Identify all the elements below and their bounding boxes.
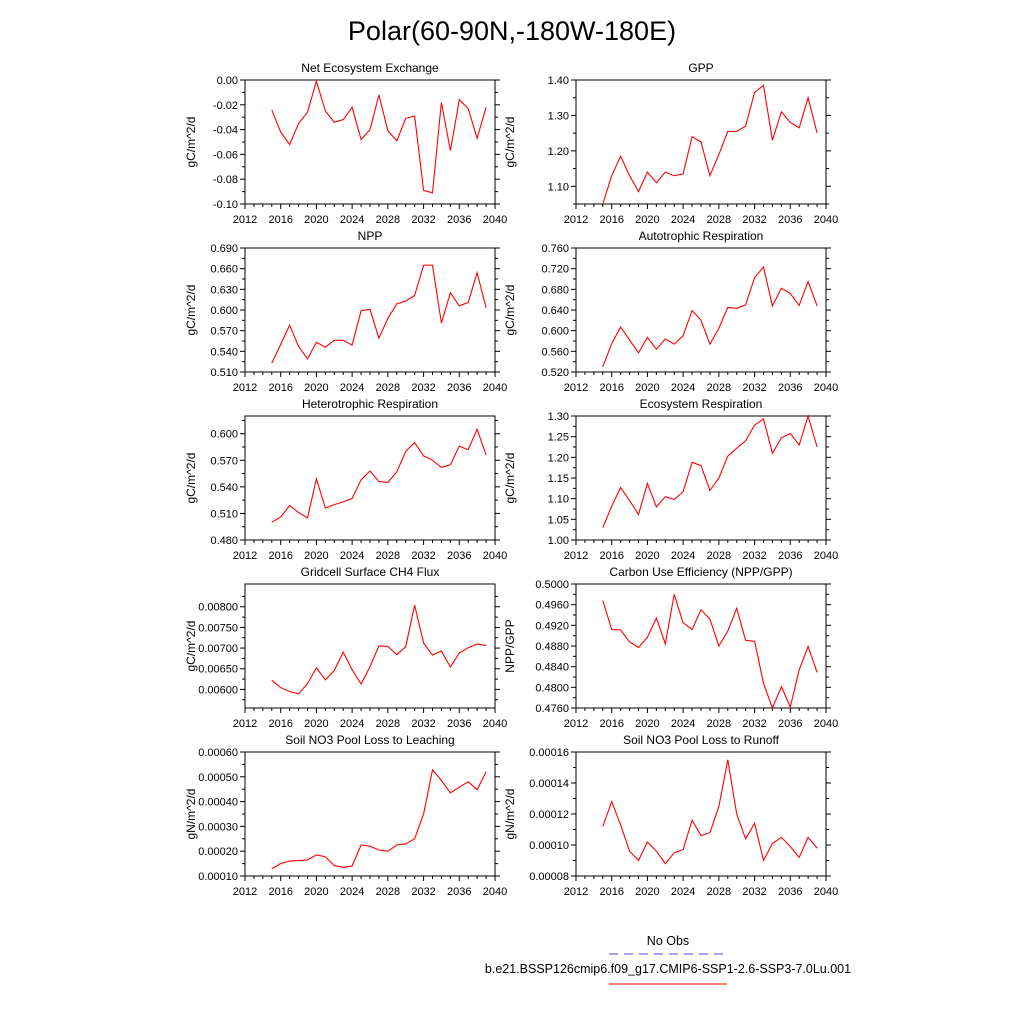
x-tick-label: 2040 — [813, 550, 839, 562]
y-axis-label: gC/m^2/d — [503, 116, 517, 168]
series-line — [272, 81, 486, 193]
y-tick-label: 0.570 — [210, 325, 238, 338]
x-tick-label: 2032 — [742, 886, 767, 898]
x-tick-label: 2024 — [339, 214, 365, 226]
x-tick-label: 2024 — [670, 214, 696, 226]
x-tick-label: 2036 — [447, 550, 472, 562]
x-tick-label: 2012 — [232, 382, 258, 394]
plot-frame — [576, 752, 826, 876]
x-tick-label: 2036 — [447, 214, 472, 226]
y-tick-label: 0.4760 — [535, 703, 569, 715]
x-tick-label: 2036 — [778, 214, 803, 226]
panel-title: Ecosystem Respiration — [639, 397, 763, 411]
x-tick-label: 2036 — [447, 886, 472, 898]
x-tick-label: 2036 — [447, 382, 472, 394]
panel-title: Soil NO3 Pool Loss to Leaching — [285, 733, 455, 747]
x-tick-label: 2040 — [482, 886, 508, 898]
x-tick-label: 2028 — [706, 214, 732, 226]
x-tick-label: 2028 — [375, 718, 401, 730]
x-tick-label: 2020 — [635, 550, 660, 562]
x-tick-label: 2028 — [375, 886, 401, 898]
y-tick-label: 0.690 — [210, 243, 238, 255]
series-line — [272, 605, 486, 694]
x-tick-label: 2016 — [268, 550, 293, 562]
x-tick-label: 2016 — [599, 382, 624, 394]
x-tick-label: 2012 — [563, 886, 589, 898]
y-axis-label: gC/m^2/d — [503, 452, 517, 504]
x-tick-label: 2040 — [813, 886, 839, 898]
y-tick-label: 0.5000 — [535, 579, 569, 591]
x-tick-label: 2036 — [778, 550, 803, 562]
x-tick-label: 2036 — [778, 382, 803, 394]
x-tick-label: 2028 — [375, 382, 401, 394]
y-tick-label: 1.20 — [547, 145, 569, 158]
x-tick-label: 2012 — [232, 214, 258, 226]
x-tick-label: 2012 — [232, 886, 258, 898]
y-tick-label: 0.600 — [210, 305, 238, 317]
x-tick-label: 2040 — [813, 718, 839, 730]
panel-autotrophic-respiration — [503, 229, 838, 394]
series-line — [603, 85, 817, 204]
panel-ecosystem-respiration — [503, 397, 838, 562]
x-tick-label: 2028 — [706, 886, 732, 898]
y-tick-label: 1.30 — [547, 411, 569, 423]
x-tick-label: 2016 — [268, 382, 293, 394]
y-tick-label: 0.00750 — [198, 622, 238, 635]
y-tick-label: 0.680 — [541, 284, 569, 297]
x-tick-label: 2012 — [563, 382, 589, 394]
x-tick-label: 2016 — [599, 718, 624, 730]
y-tick-label: 0.00040 — [198, 796, 238, 809]
x-tick-label: 2028 — [706, 718, 732, 730]
x-tick-label: 2020 — [635, 382, 660, 394]
x-tick-label: 2024 — [670, 886, 696, 898]
x-tick-label: 2024 — [339, 550, 365, 562]
x-tick-label: 2032 — [742, 382, 767, 394]
y-tick-label: 0.570 — [210, 455, 238, 468]
x-tick-label: 2040 — [813, 382, 839, 394]
legend-label-run: b.e21.BSSP126cmip6.f09_g17.CMIP6-SSP1-2.6-SSP3-7.0Lu.001 — [484, 962, 852, 976]
y-tick-label: 0.00016 — [529, 747, 569, 759]
y-tick-label: 0.4880 — [535, 641, 569, 653]
x-tick-label: 2028 — [375, 214, 401, 226]
x-tick-label: 2040 — [482, 718, 508, 730]
x-tick-label: 2032 — [411, 382, 436, 394]
y-tick-label: -0.06 — [212, 149, 238, 162]
x-tick-label: 2032 — [742, 550, 767, 562]
y-tick-label: 0.00800 — [198, 601, 238, 614]
y-tick-label: 0.00060 — [198, 747, 238, 759]
y-tick-label: 0.00030 — [198, 821, 238, 834]
y-tick-label: 1.30 — [547, 110, 569, 123]
y-tick-label: 0.600 — [541, 325, 569, 338]
y-axis-label: gN/m^2/d — [184, 788, 198, 840]
x-tick-label: 2016 — [599, 886, 624, 898]
x-tick-label: 2016 — [599, 214, 624, 226]
y-tick-label: -0.08 — [212, 174, 238, 187]
y-tick-label: 0.00010 — [198, 871, 238, 883]
y-axis-label: gC/m^2/d — [184, 620, 198, 672]
x-tick-label: 2020 — [635, 886, 660, 898]
x-tick-label: 2024 — [339, 382, 365, 394]
y-tick-label: 0.540 — [210, 481, 238, 494]
panel-carbon-use-efficiency-npp-gpp — [503, 565, 838, 730]
y-tick-label: 0.510 — [210, 367, 238, 379]
x-tick-label: 2020 — [635, 214, 660, 226]
y-tick-label: 0.00650 — [198, 663, 238, 676]
y-tick-label: 0.660 — [210, 263, 238, 276]
series-line — [272, 770, 486, 869]
x-tick-label: 2028 — [375, 550, 401, 562]
x-tick-label: 2036 — [778, 718, 803, 730]
x-tick-label: 2012 — [232, 550, 258, 562]
x-tick-label: 2012 — [232, 718, 258, 730]
x-tick-label: 2020 — [304, 886, 329, 898]
x-tick-label: 2040 — [482, 214, 508, 226]
x-tick-label: 2020 — [304, 214, 329, 226]
y-tick-label: 0.00600 — [198, 684, 238, 697]
panel-title: Autotrophic Respiration — [638, 229, 764, 243]
series-line — [603, 416, 817, 528]
plot-frame — [576, 584, 826, 708]
y-tick-label: -0.10 — [212, 199, 238, 211]
figure-title: Polar(60-90N,-180W-180E) — [347, 16, 677, 46]
plot-frame — [245, 416, 495, 540]
x-tick-label: 2024 — [339, 718, 365, 730]
y-tick-label: 1.15 — [547, 473, 569, 485]
legend-label-no-obs: No Obs — [646, 934, 690, 948]
y-tick-label: -0.02 — [212, 99, 238, 112]
x-tick-label: 2012 — [563, 718, 589, 730]
y-axis-label: gC/m^2/d — [184, 116, 198, 168]
series-line — [603, 594, 817, 708]
x-tick-label: 2016 — [268, 886, 293, 898]
plot-frame — [245, 752, 495, 876]
x-tick-label: 2020 — [304, 550, 329, 562]
y-tick-label: 0.4960 — [535, 599, 569, 612]
y-axis-label: gC/m^2/d — [184, 284, 198, 336]
y-tick-label: 1.25 — [547, 431, 569, 444]
panel-title: GPP — [688, 61, 714, 75]
y-tick-label: 0.760 — [541, 243, 569, 255]
panels — [184, 61, 838, 898]
y-axis-label: gN/m^2/d — [503, 788, 517, 840]
panel-net-ecosystem-exchange — [184, 61, 507, 226]
panel-title: Heterotrophic Respiration — [301, 397, 439, 411]
series-line — [603, 760, 817, 864]
y-tick-label: 0.600 — [210, 428, 238, 441]
x-tick-label: 2032 — [411, 550, 436, 562]
y-axis-label: gC/m^2/d — [184, 452, 198, 504]
y-axis-label: gC/m^2/d — [503, 284, 517, 336]
series-line — [603, 267, 817, 367]
x-tick-label: 2032 — [411, 214, 436, 226]
panel-title: Gridcell Surface CH4 Flux — [300, 565, 440, 579]
x-tick-label: 2040 — [482, 382, 508, 394]
panel-title: Carbon Use Efficiency (NPP/GPP) — [609, 565, 793, 579]
x-tick-label: 2024 — [670, 718, 696, 730]
x-tick-label: 2036 — [447, 718, 472, 730]
x-tick-label: 2032 — [742, 214, 767, 226]
y-tick-label: 0.00012 — [529, 809, 569, 821]
y-axis-label: NPP/GPP — [503, 619, 517, 673]
y-tick-label: 1.10 — [547, 181, 569, 194]
y-tick-label: 1.00 — [547, 535, 569, 547]
x-tick-label: 2040 — [482, 550, 508, 562]
x-tick-label: 2036 — [778, 886, 803, 898]
panel-title: Soil NO3 Pool Loss to Runoff — [623, 733, 779, 747]
y-tick-label: 0.00050 — [198, 771, 238, 784]
x-tick-label: 2032 — [742, 718, 767, 730]
y-tick-label: 0.4840 — [535, 661, 569, 674]
x-tick-label: 2024 — [339, 886, 365, 898]
x-tick-label: 2028 — [706, 550, 732, 562]
x-tick-label: 2032 — [411, 886, 436, 898]
panel-title: NPP — [357, 229, 383, 243]
x-tick-label: 2020 — [304, 718, 329, 730]
legend — [485, 934, 851, 984]
y-tick-label: 0.510 — [210, 508, 238, 521]
y-tick-label: 0.00008 — [529, 871, 569, 883]
plot-frame — [245, 80, 495, 204]
y-tick-label: 0.4800 — [535, 682, 569, 695]
x-tick-label: 2032 — [411, 718, 436, 730]
y-tick-label: 1.20 — [547, 452, 569, 465]
x-tick-label: 2012 — [563, 214, 589, 226]
x-tick-label: 2028 — [706, 382, 732, 394]
x-tick-label: 2016 — [599, 550, 624, 562]
x-tick-label: 2012 — [563, 550, 589, 562]
plot-frame — [576, 248, 826, 372]
y-tick-label: 0.4920 — [535, 620, 569, 633]
y-tick-label: 0.720 — [541, 263, 569, 276]
y-tick-label: -0.04 — [212, 124, 238, 137]
y-tick-label: 0.00020 — [198, 846, 238, 859]
y-tick-label: 0.00010 — [529, 840, 569, 852]
y-tick-label: 0.560 — [541, 346, 569, 359]
x-tick-label: 2016 — [268, 718, 293, 730]
series-line — [272, 429, 486, 522]
series-line — [272, 265, 486, 363]
panel-heterotrophic-respiration — [184, 397, 507, 562]
panel-soil-no3-pool-loss-to-runoff — [503, 733, 838, 898]
plot-frame — [245, 584, 495, 708]
x-tick-label: 2020 — [635, 718, 660, 730]
y-tick-label: 0.00 — [216, 75, 238, 87]
y-tick-label: 1.10 — [547, 493, 569, 506]
panel-soil-no3-pool-loss-to-leaching — [184, 733, 507, 898]
x-tick-label: 2024 — [670, 382, 696, 394]
x-tick-label: 2024 — [670, 550, 696, 562]
y-tick-label: 1.05 — [547, 514, 569, 527]
panel-gpp — [503, 61, 838, 226]
y-tick-label: 0.480 — [210, 535, 238, 547]
y-tick-label: 1.40 — [547, 75, 569, 87]
panel-gridcell-surface-ch4-flux — [184, 565, 507, 730]
y-tick-label: 0.00700 — [198, 643, 238, 656]
x-tick-label: 2040 — [813, 214, 839, 226]
y-tick-label: 0.540 — [210, 346, 238, 359]
y-tick-label: 0.640 — [541, 305, 569, 317]
panel-title: Net Ecosystem Exchange — [301, 61, 439, 75]
y-tick-label: 0.00014 — [529, 778, 569, 790]
x-tick-label: 2016 — [268, 214, 293, 226]
y-tick-label: 0.520 — [541, 367, 569, 379]
panel-npp — [184, 229, 507, 394]
y-tick-label: 0.630 — [210, 284, 238, 297]
x-tick-label: 2020 — [304, 382, 329, 394]
